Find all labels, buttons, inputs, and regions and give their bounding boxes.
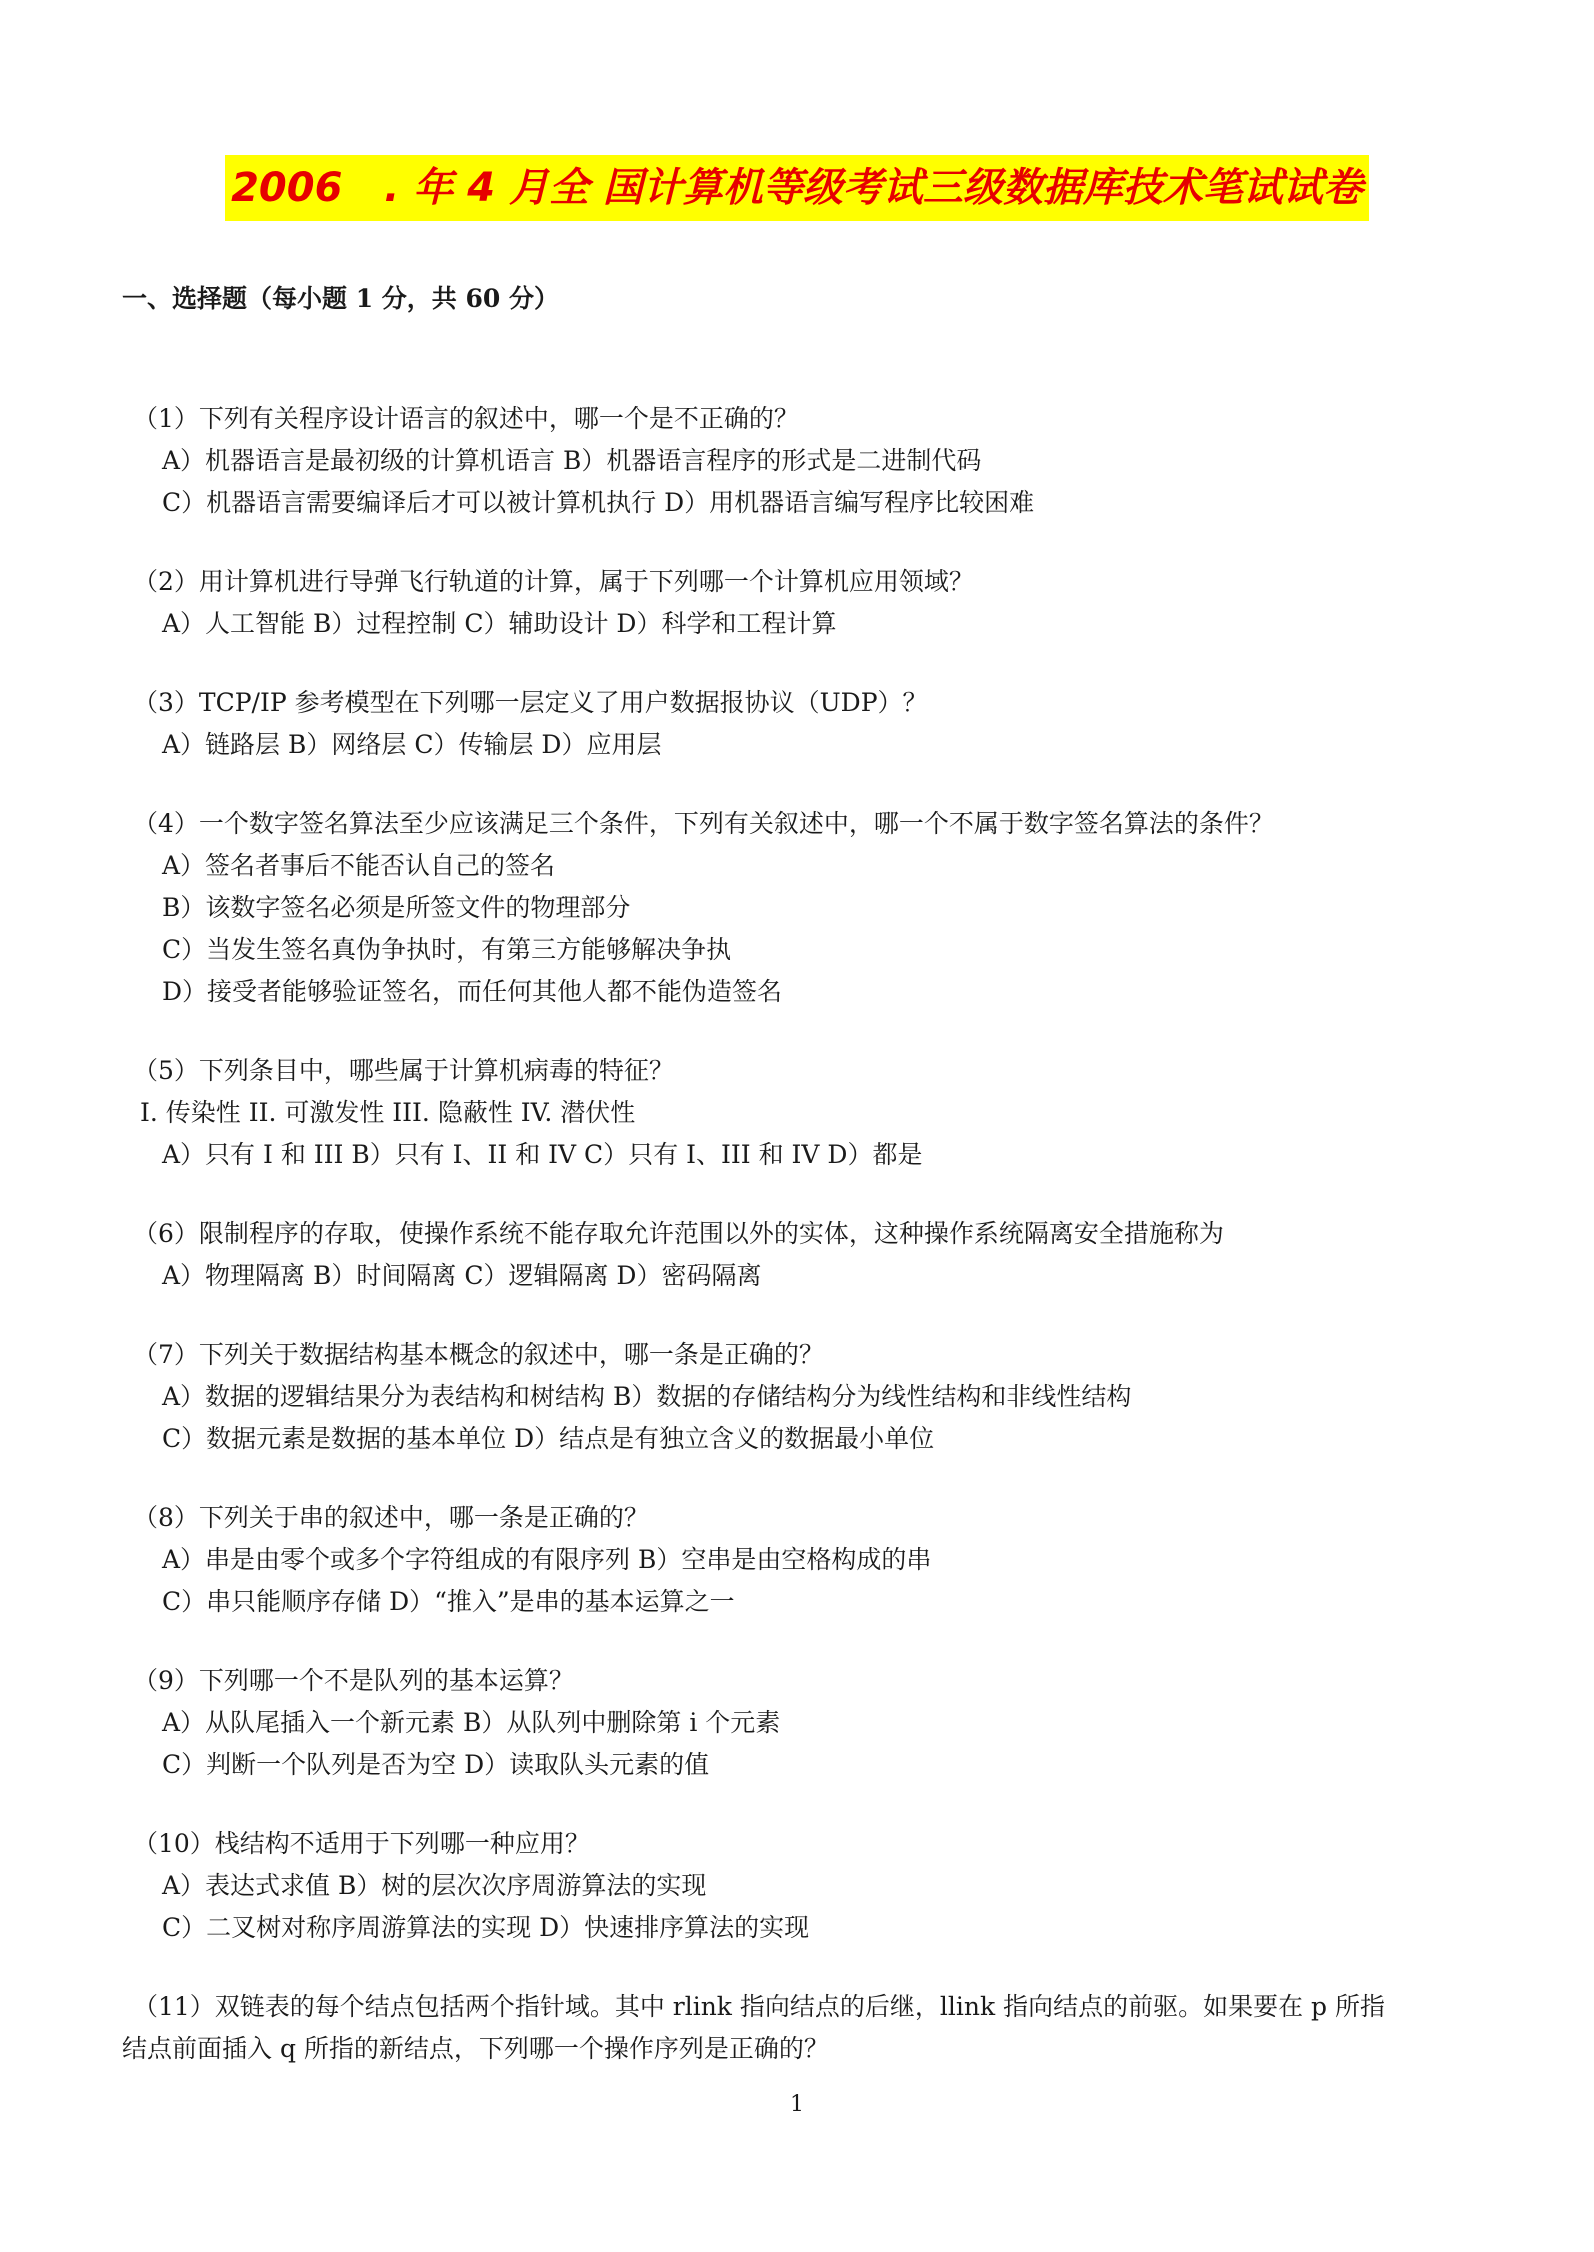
question-stem: （2）用计算机进行导弹飞行轨道的计算，属于下列哪一个计算机应用领域？	[133, 567, 974, 596]
question-stem: （5）下列条目中，哪些属于计算机病毒的特征？	[133, 1056, 674, 1085]
question-options-line: A）从队尾插入一个新元素 B）从队列中删除第 i 个元素	[162, 1708, 781, 1737]
question-stem: （8）下列关于串的叙述中，哪一条是正确的？	[133, 1503, 649, 1532]
question-stem: （7）下列关于数据结构基本概念的叙述中，哪一条是正确的？	[133, 1340, 824, 1369]
question-stem: （4）一个数字签名算法至少应该满足三个条件，下列有关叙述中，哪一个不属于数字签名算法的条件？	[133, 809, 1274, 838]
question-6	[122, 1213, 1492, 1297]
question-stem: （1）下列有关程序设计语言的叙述中，哪一个是不正确的？	[133, 404, 799, 433]
question-options-line: A）人工智能 B）过程控制 C）辅助设计 D）科学和工程计算	[162, 609, 837, 638]
question-options-line: C）判断一个队列是否为空 D）读取队头元素的值	[162, 1750, 710, 1779]
question-10	[122, 1823, 1492, 1949]
question-stem-continuation: 结点前面插入 q 所指的新结点，下列哪一个操作序列是正确的？	[122, 2034, 829, 2063]
question-options-line: A）数据的逻辑结果分为表结构和树结构 B）数据的存储结构分为线性结构和非线性结构	[162, 1382, 1132, 1411]
question-stem: （3）TCP/IP 参考模型在下列哪一层定义了用户数据报协议（UDP）？	[133, 688, 928, 717]
question-9	[122, 1660, 1492, 1786]
question-options-line: A）只有 I 和 III B）只有 I、II 和 IV C）只有 I、III 和 IV D）都是	[162, 1140, 923, 1169]
question-2	[122, 561, 1492, 645]
title-container	[0, 155, 1594, 221]
question-options-line: D）接受者能够验证签名，而任何其他人都不能伪造签名	[162, 977, 783, 1006]
question-5	[122, 1050, 1492, 1176]
question-options-line: C）串只能顺序存储 D）“推入”是串的基本运算之一	[162, 1587, 735, 1616]
document-title: 2006 . 年 4 月全 国计算机等级考试三级数据库技术笔试试卷	[225, 155, 1369, 221]
question-7	[122, 1334, 1492, 1460]
question-options-line: C）当发生签名真伪争执时，有第三方能够解决争执	[162, 935, 732, 964]
question-options-line: A）签名者事后不能否认自己的签名	[162, 851, 556, 880]
question-3	[122, 682, 1492, 766]
question-4	[122, 803, 1492, 1013]
question-options-line: A）机器语言是最初级的计算机语言 B）机器语言程序的形式是二进制代码	[162, 446, 982, 475]
question-stem: （6）限制程序的存取，使操作系统不能存取允许范围以外的实体，这种操作系统隔离安全措施称为	[133, 1219, 1224, 1248]
question-options-line: B）该数字签名必须是所签文件的物理部分	[162, 893, 631, 922]
question-options-line: A）表达式求值 B）树的层次次序周游算法的实现	[162, 1871, 707, 1900]
question-stem: （9）下列哪一个不是队列的基本运算？	[133, 1666, 574, 1695]
question-options-line: C）二叉树对称序周游算法的实现 D）快速排序算法的实现	[162, 1913, 810, 1942]
question-8	[122, 1497, 1492, 1623]
question-options-line: C）数据元素是数据的基本单位 D）结点是有独立含义的数据最小单位	[162, 1424, 935, 1453]
question-options-line: A）物理隔离 B）时间隔离 C）逻辑隔离 D）密码隔离	[162, 1261, 762, 1290]
section-heading: 一、选择题（每小题 1 分，共 60 分）	[122, 284, 560, 313]
question-1	[122, 398, 1492, 524]
question-options-line: A）串是由零个或多个字符组成的有限序列 B）空串是由空格构成的串	[162, 1545, 932, 1574]
question-stem: （11）双链表的每个结点包括两个指针域。其中 rlink 指向结点的后继，llink 指向结点的前驱。如果要在 p 所指	[133, 1992, 1385, 2021]
question-sub-items: I. 传染性 II. 可激发性 III. 隐蔽性 IV. 潜伏性	[140, 1098, 636, 1127]
question-11	[122, 1986, 1492, 2070]
question-stem: （10）栈结构不适用于下列哪一种应用？	[133, 1829, 590, 1858]
question-options-line: C）机器语言需要编译后才可以被计算机执行 D）用机器语言编写程序比较困难	[162, 488, 1035, 517]
page-number: 1	[790, 2092, 804, 2117]
question-list	[122, 398, 1492, 2107]
question-options-line: A）链路层 B）网络层 C）传输层 D）应用层	[162, 730, 662, 759]
